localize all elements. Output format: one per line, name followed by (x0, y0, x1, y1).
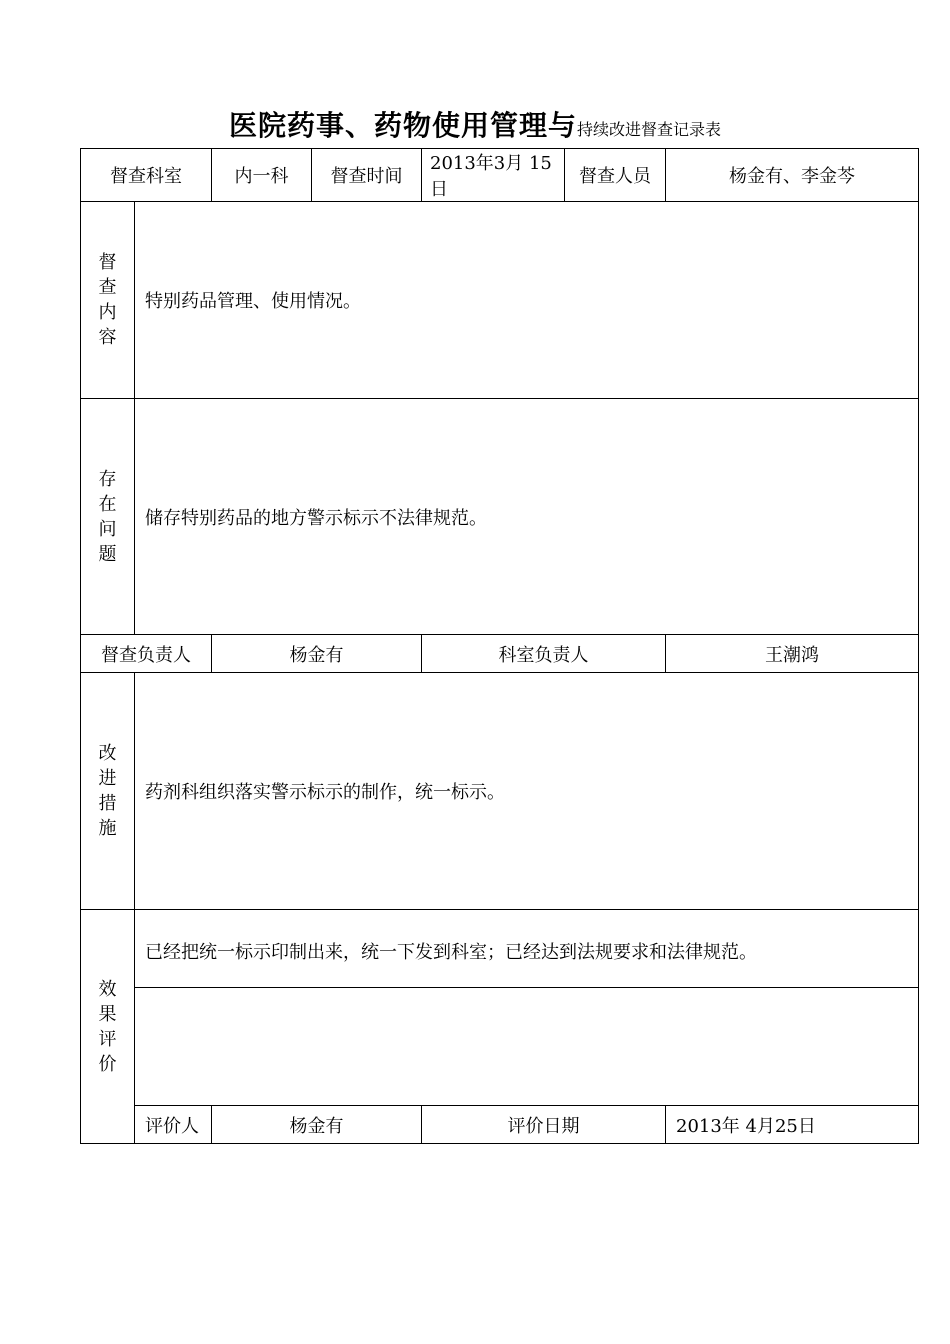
improvement-measures-text: 药剂科组织落实警示标示的制作，统一标示。 (135, 673, 919, 910)
evaluation-date-value: 2013年 4月25日 (666, 1106, 919, 1144)
inspection-content-row (81, 202, 919, 399)
dept-value: 内一科 (212, 149, 312, 202)
evaluator-value: 杨金有 (212, 1106, 422, 1144)
staff-label: 督查人员 (565, 149, 666, 202)
time-label: 督查时间 (312, 149, 422, 202)
responsible-row (81, 635, 919, 673)
evaluator-row (81, 1106, 919, 1144)
staff-value: 杨金有、李金芩 (666, 149, 919, 202)
title-main: 医院药事、药物使用管理与 (228, 109, 577, 142)
improvement-measures-row (81, 673, 919, 910)
effect-evaluation-gap (81, 988, 919, 1106)
inspector-label: 督查负责人 (81, 635, 212, 673)
inspection-content-label: 督 查 内 容 (81, 202, 135, 399)
inspection-content-text: 特别药品管理、使用情况。 (135, 202, 919, 399)
evaluation-date-label: 评价日期 (422, 1106, 666, 1144)
existing-problems-row (81, 399, 919, 635)
existing-problems-text: 储存特别药品的地方警示标示不法律规范。 (135, 399, 919, 635)
effect-evaluation-text: 已经把统一标示印制出来，统一下发到科室；已经达到法规要求和法律规范。 (135, 910, 919, 988)
dept-label: 督查科室 (81, 149, 212, 202)
title-sub: 持续改进督查记录表 (577, 120, 722, 139)
evaluator-label: 评价人 (135, 1106, 212, 1144)
header-row (81, 149, 919, 202)
effect-evaluation-blank (135, 988, 919, 1106)
dept-head-label: 科室负责人 (422, 635, 666, 673)
improvement-measures-label: 改 进 措 施 (81, 673, 135, 910)
effect-evaluation-row (81, 910, 919, 988)
existing-problems-label: 存 在 问 题 (81, 399, 135, 635)
inspector-value: 杨金有 (212, 635, 422, 673)
effect-evaluation-label: 效 果 评 价 (81, 910, 135, 1144)
inspection-record-table (80, 148, 919, 1144)
time-value: 2013年3月 15日 (422, 149, 565, 202)
page-title (0, 104, 950, 144)
dept-head-value: 王潮鸿 (666, 635, 919, 673)
